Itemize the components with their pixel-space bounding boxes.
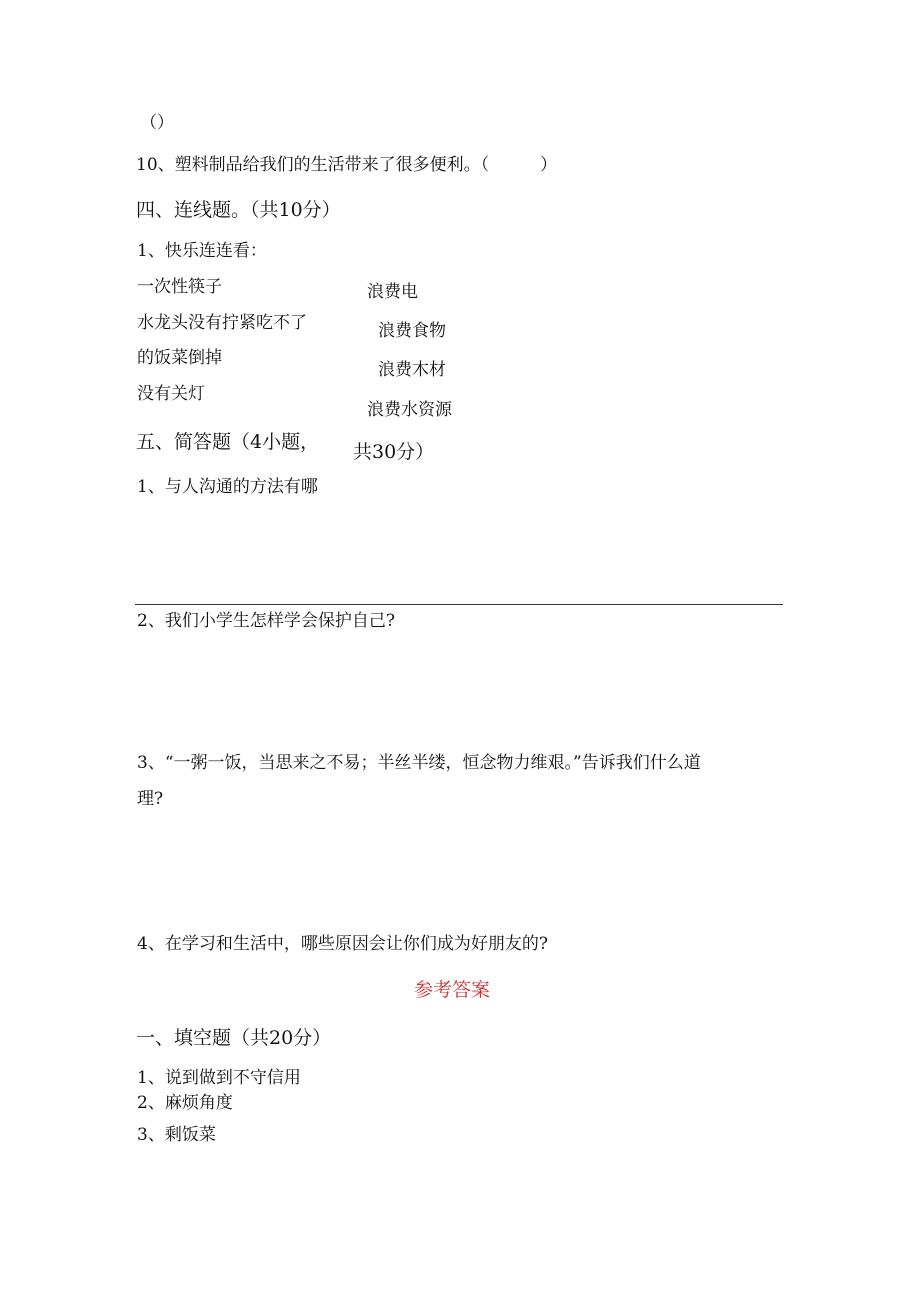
matching-right-item-4: 浪费水资源 xyxy=(367,400,452,420)
answer-key-title: 参考答案 xyxy=(414,979,491,1001)
short-answer-question-2: 2、我们小学生怎样学会保护自己? xyxy=(137,611,395,631)
matching-right-item-3: 浪费木材 xyxy=(378,360,446,380)
answer-item-2: 2、麻烦角度 xyxy=(137,1093,233,1113)
answer-item-1: 1、说到做到不守信用 xyxy=(137,1068,301,1088)
answer-item-3: 3、剩饭菜 xyxy=(137,1125,216,1145)
matching-left-item-4: 没有关灯 xyxy=(137,384,205,404)
section-5-heading: 五、简答题（4小题， xyxy=(136,431,320,453)
section-5-heading-tail: 共30分） xyxy=(353,441,435,463)
short-answer-question-1: 1、与人沟通的方法有哪 xyxy=(137,477,318,497)
matching-right-item-1: 浪费电 xyxy=(367,282,418,302)
answer-section-1-heading: 一、填空题（共20分） xyxy=(136,1027,332,1049)
short-answer-question-4: 4、在学习和生活中，哪些原因会让你们成为好朋友的? xyxy=(137,934,548,954)
matching-left-item-1: 一次性筷子 xyxy=(137,277,222,297)
question-10: 10、塑料制品给我们的生活带来了很多便利。（ ） xyxy=(136,155,558,175)
section-4-heading: 四、连线题。（共10分） xyxy=(136,199,341,221)
short-answer-question-3-line-2: 理? xyxy=(137,789,164,809)
short-answer-question-3-line-1: 3、“一粥一饭，当思来之不易；半丝半缕，恒念物力维艰。”告诉我们什么道 xyxy=(137,753,701,773)
matching-question-1: 1、快乐连连看： xyxy=(137,241,267,261)
matching-left-item-3: 的饭菜倒掉 xyxy=(137,348,222,368)
answer-paren-blank: （） xyxy=(140,113,174,133)
matching-left-item-2: 水龙头没有拧紧吃不了 xyxy=(137,313,307,333)
section-5-heading-cut xyxy=(353,437,435,463)
answer-line xyxy=(135,604,783,605)
matching-right-item-2: 浪费食物 xyxy=(378,321,446,341)
